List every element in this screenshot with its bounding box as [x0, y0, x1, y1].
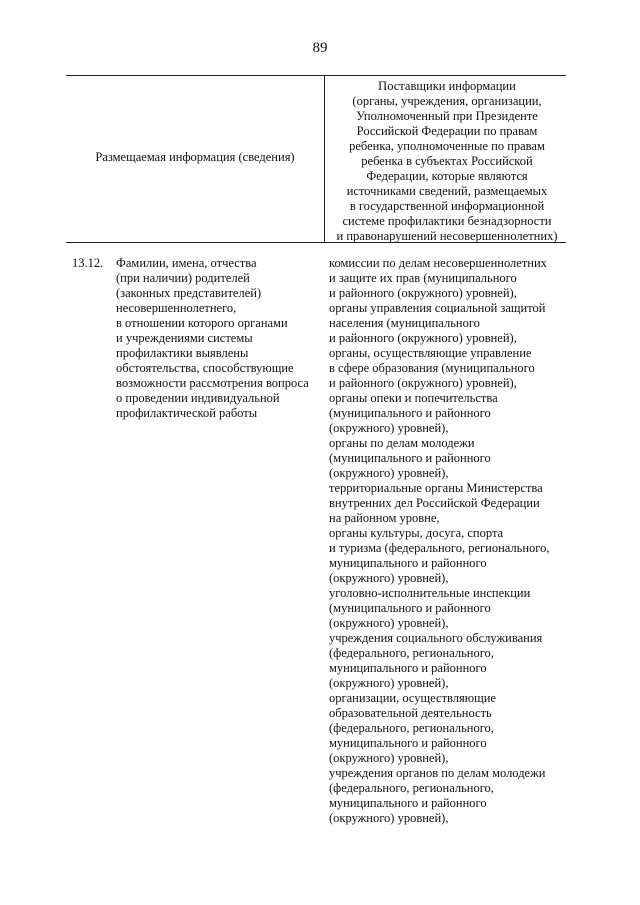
- row-info-line: профилактики выявлены: [116, 346, 249, 360]
- row-provider-line: учреждения социального обслуживания: [329, 631, 543, 645]
- row-info-line: Фамилии, имена, отчества: [116, 256, 257, 270]
- header-providers-line: Поставщики информации: [378, 79, 516, 93]
- row-provider-line: (окружного) уровней),: [329, 466, 449, 480]
- row-provider-line: территориальные органы Министерства: [329, 481, 543, 495]
- row-provider-line: органы, осуществляющие управление: [329, 346, 532, 360]
- row-provider-line: органы опеки и попечительства: [329, 391, 498, 405]
- row-provider-line: уголовно-исполнительные инспекции: [329, 586, 531, 600]
- row-info-line: обстоятельства, способствующие: [116, 361, 294, 375]
- header-providers-line: Уполномоченный при Президенте: [356, 109, 538, 123]
- row-provider-line: образовательной деятельность: [329, 706, 492, 720]
- row-provider-line: (окружного) уровней),: [329, 676, 449, 690]
- row-info-line: возможности рассмотрения вопроса: [116, 376, 309, 390]
- row-info-line: (законных представителей): [116, 286, 262, 300]
- table-top-rule: [66, 75, 566, 76]
- row-info-line: в отношении которого органами: [116, 316, 288, 330]
- row-provider-line: органы управления социальной защитой: [329, 301, 546, 315]
- row-provider-line: (муниципального и районного: [329, 451, 491, 465]
- header-providers-line: ребенка, уполномоченные по правам: [349, 139, 545, 153]
- row-provider-line: внутренних дел Российской Федерации: [329, 496, 540, 510]
- row-provider-line: учреждения органов по делам молодежи: [329, 766, 546, 780]
- row-provider-line: (федерального, регионального,: [329, 781, 494, 795]
- row-info-line: и учреждениями системы: [116, 331, 253, 345]
- row-provider-line: (окружного) уровней),: [329, 571, 449, 585]
- row-provider-line: и районного (окружного) уровней),: [329, 376, 517, 390]
- header-providers-line: Российской Федерации по правам: [356, 124, 538, 138]
- row-provider-line: (федерального, регионального,: [329, 646, 494, 660]
- row-provider-line: органы культуры, досуга, спорта: [329, 526, 504, 540]
- row-provider-line: муниципального и районного: [329, 556, 487, 570]
- row-number: 13.12.: [72, 256, 104, 270]
- row-info-line: профилактической работы: [116, 406, 258, 420]
- row-info-line: несовершеннолетнего,: [116, 301, 237, 315]
- row-info-line: о проведении индивидуальной: [116, 391, 280, 405]
- row-provider-line: населения (муниципального: [329, 316, 480, 330]
- row-provider-line: и районного (окружного) уровней),: [329, 331, 517, 345]
- header-info-column: Размещаемая информация (сведения): [95, 150, 295, 164]
- row-provider-line: (окружного) уровней),: [329, 811, 449, 825]
- row-provider-line: и защите их прав (муниципального: [329, 271, 517, 285]
- row-provider-line: организации, осуществляющие: [329, 691, 496, 705]
- row-provider-line: на районном уровне,: [329, 511, 440, 525]
- header-column-divider: [324, 75, 325, 242]
- page-number: 89: [312, 40, 328, 56]
- row-provider-line: комиссии по делам несовершеннолетних: [329, 256, 547, 270]
- row-provider-line: (федерального, регионального,: [329, 721, 494, 735]
- row-provider-line: (муниципального и районного: [329, 406, 491, 420]
- header-providers-line: и правонарушений несовершеннолетних): [336, 229, 558, 243]
- row-provider-line: муниципального и районного: [329, 796, 487, 810]
- row-provider-line: (окружного) уровней),: [329, 616, 449, 630]
- row-provider-line: органы по делам молодежи: [329, 436, 475, 450]
- row-info-line: (при наличии) родителей: [116, 271, 250, 285]
- row-provider-line: муниципального и районного: [329, 736, 487, 750]
- row-provider-line: муниципального и районного: [329, 661, 487, 675]
- row-provider-line: (муниципального и районного: [329, 601, 491, 615]
- header-providers-column: [326, 79, 568, 244]
- row-provider-line: (окружного) уровней),: [329, 421, 449, 435]
- row-provider-line: в сфере образования (муниципального: [329, 361, 535, 375]
- row-provider-line: (окружного) уровней),: [329, 751, 449, 765]
- row-provider-line: и районного (окружного) уровней),: [329, 286, 517, 300]
- row-providers-cell: [329, 256, 569, 826]
- header-providers-line: ребенка в субъектах Российской: [361, 154, 533, 168]
- row-provider-line: и туризма (федерального, регионального,: [329, 541, 550, 555]
- header-providers-line: (органы, учреждения, организации,: [352, 94, 542, 108]
- header-providers-line: источниками сведений, размещаемых: [346, 184, 548, 198]
- header-providers-line: системе профилактики безнадзорности: [342, 214, 552, 228]
- header-providers-line: в государственной информационной: [349, 199, 545, 213]
- header-providers-line: Федерации, которые являются: [366, 169, 528, 183]
- row-info-cell: [116, 256, 322, 421]
